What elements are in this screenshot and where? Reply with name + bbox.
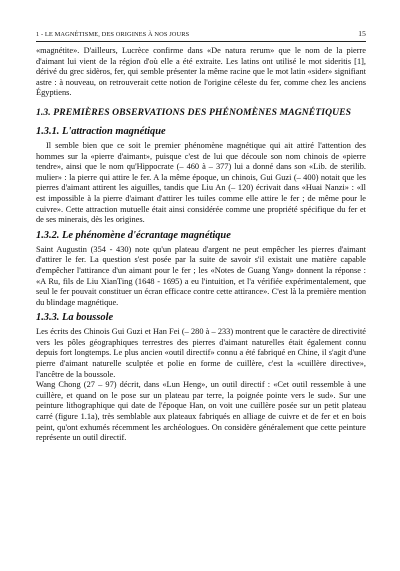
page-number: 15 [358,29,366,38]
subsection-heading: 1.3.3. La boussole [36,312,114,324]
section-title: PREMIÈRES OBSERVATIONS DES PHÉNOMÈNES MAGNÉTIQUES [53,106,352,118]
section-heading [36,107,366,119]
body-paragraph: Wang Chong (27 – 97) décrit, dans «Lun Heng», un outil directif : «Cet outil ressemble à une cuillère, et quand on le pose sur un plateau par terre, la poignée pointe vers le sud». Sur une peinture lithographique qui date de l'époque Han, on voit une cuillère posée sur un petit plateau carré (figure 1.1a), très semblable aux plateaux fabriqués en alliage de cuivre et de fer et en bois peint, qu'ont exhumés récemment les archéologues. On considère généralement que cette peinture représente un outil directif. [36,380,366,443]
page-body [36,46,366,444]
body-paragraph: Saint Augustin (354 - 430) note qu'un plateau d'argent ne peut empêcher les pierres d'aimant d'attirer le fer. La question s'est posée par la suite de savoir s'il existait une matière capable d'empêcher l'attirance d'un aimant pour le fer ; les «Notes de Guang Yang» donnent la réponse : «A Ru, fils de Liu XianTing (1648 - 1695) a eu l'intuition, et l'a vérifiée expérimentalement, que seul le fer pouvait constituer un écran efficace contre cette attirance». C'est là la première mention du blindage magnétique. [36,244,366,307]
running-header [36,29,366,41]
body-paragraph: «magnétite». D'ailleurs, Lucrèce confirme dans «De natura rerum» que le nom de la pierre d'aimant lui vient de la région d'où elle a été extraite. Les latins ont utilisé le mot sideritis [1], dérivé du grec sidèros, fer, qui semble présenter la même racine que le mot latin «sider» signifiant astre : à nouveau, on retrouverait cette notion de l'origine céleste du fer, comme chez les anciens Égyptiens. [36,46,366,98]
header-rule [36,41,366,42]
body-paragraph: Il semble bien que ce soit le premier phénomène magnétique qui ait attiré l'attention des hommes sur la «pierre d'aimant», puisque c'est de lui que découle son nom chinois de «pierre tendre», ainsi que le nom qu'Hippocrate (– 460 à – 377) lui a donné dans son «Lib. de sterilib. mulier» : la pierre qui attire le fer. A la même époque, un chinois, Gui Guzi (– 400) notait que les pierres d'aimant attirent les aiguilles, tandis que Liu An (– 120) écrivait dans «Huai Nanzi» : «Il est impossible à la pierre d'aimant d'attirer les tuiles comme elle attire le fer ; de même pour le cuivre». Cette attraction mutuelle était ainsi considérée comme une propriété spécifique du fer et de ses minerais, dès les origines. [36,140,366,225]
subsection-heading: 1.3.2. Le phénomène d'écrantage magnétique [36,229,231,241]
section-number: 1.3. [36,106,51,118]
subsection-heading: 1.3.1. L'attraction magnétique [36,125,166,137]
body-paragraph: Les écrits des Chinois Gui Guzi et Han Fei (– 280 à – 233) montrent que le caractère de directivité vers les pôles géographiques terrestres des pierres d'aimant naturelles était également connu depuis fort longtemps. Le plus ancien «outil directif» connu a été fabriqué en Chine, il s'agit d'une pierre d'aimant naturelle sculptée et polie en forme de cuillère, c'est la «cuillère directive», l'ancêtre de la boussole. [36,327,366,379]
running-title: 1 - LE MAGNÉTISME, DES ORIGINES À NOS JOURS [36,31,190,38]
